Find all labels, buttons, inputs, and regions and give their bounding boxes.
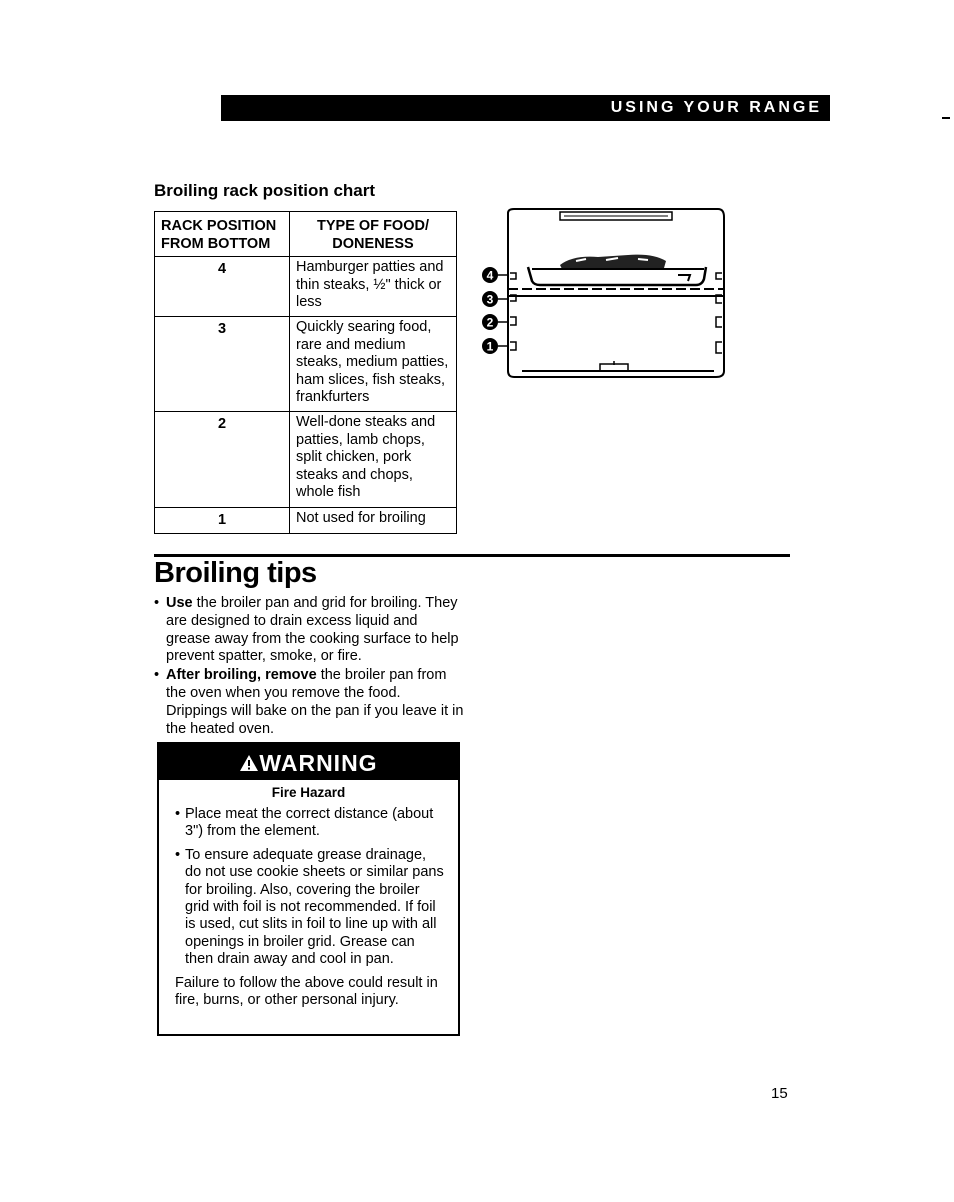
table-row	[155, 257, 457, 317]
warning-header	[159, 744, 458, 780]
food-cell: Quickly searing food, rare and medium steaks, medium patties, ham slices, fish steaks, frankfurters	[290, 317, 457, 412]
tips-list	[154, 595, 464, 739]
warning-item-text: To ensure adequate grease drainage, do not use cookie sheets or similar pans for broiling. Also, covering the broiler grid with foil is not recommended. If foil is used, cut slits in foil to line up with all openings in broiler grid. Grease can then drain away and cool in pan.	[185, 846, 444, 968]
page-number: 15	[771, 1085, 788, 1102]
oven-rack-diagram	[478, 205, 728, 383]
food-cell: Hamburger patties and thin steaks, ½" thick or less	[290, 257, 457, 317]
section-header	[221, 95, 830, 121]
food-cell: Well-done steaks and patties, lamb chops, split chicken, pork steaks and chops, whole fish	[290, 412, 457, 508]
warning-item	[175, 847, 444, 969]
bullet: •	[154, 595, 160, 611]
tip-text: the broiler pan from the oven when you remove the food. Drippings will bake on the pan if you leave it in the heated oven.	[166, 667, 464, 737]
rack-position-table	[154, 211, 457, 534]
warning-triangle-icon	[239, 754, 259, 772]
svg-text:4: 4	[486, 268, 494, 283]
tip-lead: Use	[166, 595, 193, 611]
tips-title: Broiling tips	[154, 557, 317, 589]
svg-text:2: 2	[486, 315, 494, 330]
warning-item	[175, 806, 444, 841]
warning-subtitle: Fire Hazard	[271, 785, 346, 800]
tip-lead: After broiling, remove	[166, 667, 317, 684]
edge-mark	[942, 117, 950, 119]
tip-item	[154, 667, 464, 738]
table-row	[155, 508, 457, 534]
rack-position-cell: 1	[155, 508, 290, 534]
table-row	[155, 317, 457, 412]
section-header-label: USING YOUR RANGE	[610, 99, 822, 116]
rack-position-cell: 4	[155, 257, 290, 317]
column-header-position: RACK POSITION FROM BOTTOM	[155, 212, 290, 257]
rack-label-2	[482, 314, 508, 330]
tip-text: the broiler pan and grid for broiling. They are designed to drain excess liquid and grease away from the cooking surface to help prevent spatter, smoke, or fire.	[166, 595, 459, 665]
tip-item	[154, 595, 464, 666]
warning-label: WARNING	[259, 750, 378, 776]
warning-box	[157, 742, 460, 1036]
rack-label-4	[482, 267, 508, 283]
warning-footer: Failure to follow the above could result in fire, burns, or other personal injury.	[175, 974, 438, 1009]
rack-position-cell: 3	[155, 317, 290, 412]
warning-item-text: Place meat the correct distance (about 3") from the element.	[185, 806, 434, 840]
table-header-row	[155, 212, 457, 257]
food-on-pan	[560, 255, 666, 269]
rack-chart-title: Broiling rack position chart	[154, 181, 376, 200]
svg-text:1: 1	[486, 339, 494, 354]
table-row	[155, 412, 457, 508]
bullet: •	[154, 667, 160, 684]
bullet: •	[175, 806, 181, 822]
oven-illustration	[478, 205, 728, 383]
warning-list	[159, 806, 458, 969]
column-header-food: TYPE OF FOOD/ DONENESS	[290, 212, 457, 257]
food-cell: Not used for broiling	[290, 508, 457, 534]
svg-text:3: 3	[486, 292, 494, 307]
bullet: •	[175, 846, 181, 863]
rack-label-3	[482, 291, 508, 307]
rack-position-cell: 2	[155, 412, 290, 508]
rack-label-1	[482, 338, 508, 354]
